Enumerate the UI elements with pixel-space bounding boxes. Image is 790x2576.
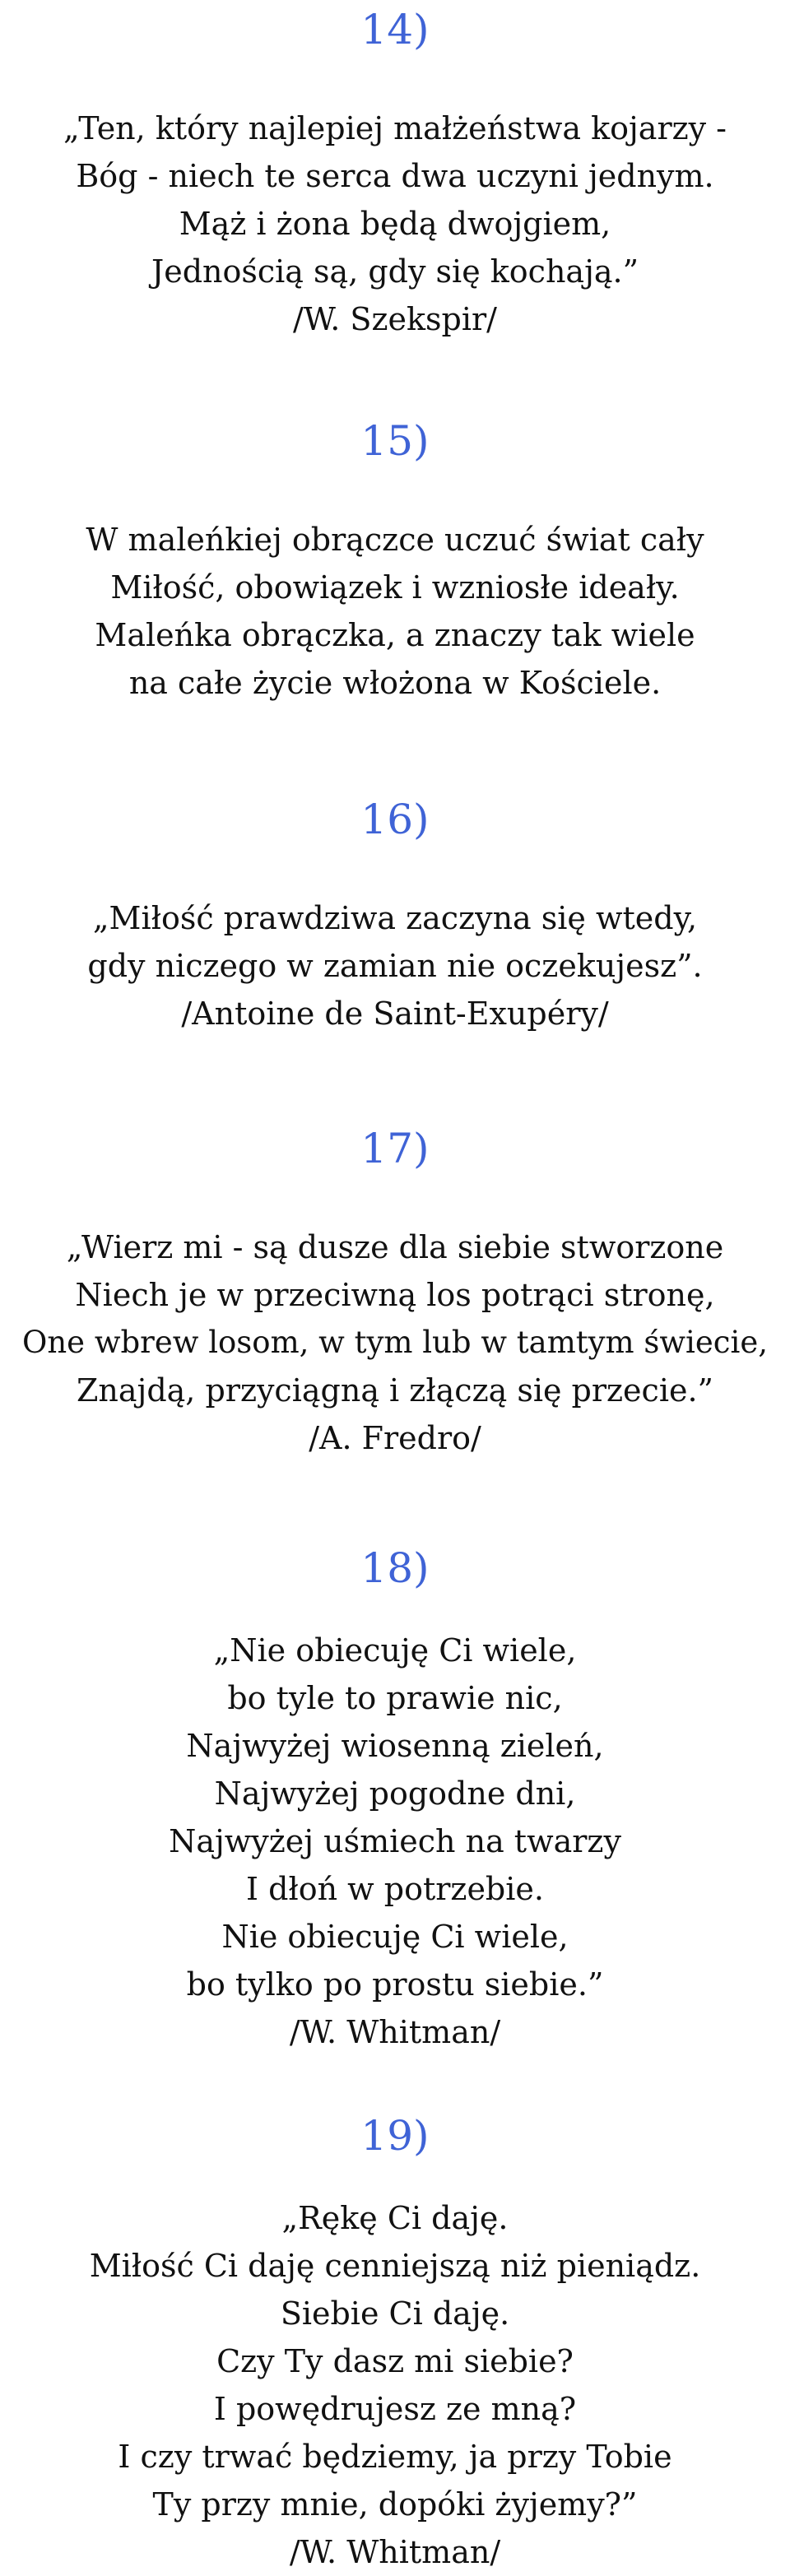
verse-attribution: /W. Whitman/ (289, 2534, 501, 2570)
section-number: 14) (360, 6, 430, 53)
poem-verses (0, 104, 790, 343)
poem-section-19 (0, 2113, 790, 2576)
poem-verses (0, 1223, 790, 1462)
verse-line: „Miłość prawdziwa zaczyna się wtedy, (92, 900, 698, 936)
verse-line: Bóg - niech te serca dwa uczyni jednym. (76, 158, 714, 194)
poem-section-17 (0, 1126, 790, 1462)
verse-line: Miłość Ci daję cenniejszą niż pieniądz. (89, 2248, 701, 2284)
verse-attribution: /A. Fredro/ (309, 1420, 481, 1456)
verse-line: bo tylko po prostu siebie.” (186, 1966, 604, 2003)
verse-line: Nie obiecuję Ci wiele, (221, 1919, 569, 1955)
poem-section-16 (0, 796, 790, 1037)
section-number: 17) (360, 1125, 430, 1172)
verse-line: „Rękę Ci daję. (281, 2200, 509, 2236)
verse-line: „Ten, który najlepiej małżeństwa kojarzy - (63, 110, 727, 146)
section-number: 19) (360, 2112, 430, 2160)
verse-attribution: /W. Whitman/ (289, 2014, 501, 2050)
verse-line: Ty przy mnie, dopóki żyjemy?” (152, 2486, 638, 2523)
verse-line: Maleńka obrączka, a znaczy tak wiele (95, 617, 695, 653)
verse-line: I dłoń w potrzebie. (246, 1871, 544, 1907)
verse-line: Miłość, obowiązek i wzniosłe ideały. (110, 569, 680, 606)
verse-attribution: /W. Szekspir/ (293, 301, 497, 337)
verse-line: na całe życie włożona w Kościele. (128, 665, 662, 701)
verse-line: Niech je w przeciwną los potrąci stronę, (75, 1277, 715, 1313)
verse-line: Siebie Ci daję. (280, 2295, 510, 2332)
verse-line: gdy niczego w zamian nie oczekujesz”. (87, 948, 703, 984)
verse-line: Najwyżej wiosenną zieleń, (186, 1728, 604, 1764)
verse-line: Mąż i żona będą dwojgiem, (179, 206, 611, 242)
poem-section-15 (0, 418, 790, 707)
verse-attribution: /Antoine de Saint-Exupéry/ (181, 996, 609, 1032)
poem-verses (0, 1627, 790, 2056)
verse-line: „Wierz mi - są dusze dla siebie stworzone (66, 1229, 724, 1265)
section-number: 15) (360, 417, 430, 465)
section-number: 16) (360, 796, 430, 843)
poem-section-14 (0, 7, 790, 343)
verse-line: Jednością są, gdy się kochają.” (151, 253, 639, 290)
verse-line: Czy Ty dasz mi siebie? (216, 2343, 574, 2379)
poem-verses (0, 894, 790, 1037)
verse-line: Najwyżej pogodne dni, (214, 1775, 576, 1812)
verse-line: W maleńkiej obrączce uczuć świat cały (86, 522, 704, 558)
verse-line: One wbrew losom, w tym lub w tamtym świecie, (22, 1325, 768, 1360)
verse-line: I powędrujesz ze mną? (213, 2391, 577, 2427)
poem-section-18 (0, 1545, 790, 2056)
verse-line: bo tyle to prawie nic, (227, 1680, 563, 1716)
verse-line: I czy trwać będziemy, ja przy Tobie (118, 2439, 672, 2475)
verse-line: Znajdą, przyciągną i złączą się przecie.” (77, 1372, 713, 1409)
section-number: 18) (360, 1544, 430, 1592)
poem-verses (0, 2194, 790, 2576)
poem-verses (0, 516, 790, 707)
verse-line: Najwyżej uśmiech na twarzy (169, 1823, 621, 1859)
verse-line: „Nie obiecuję Ci wiele, (213, 1632, 577, 1669)
